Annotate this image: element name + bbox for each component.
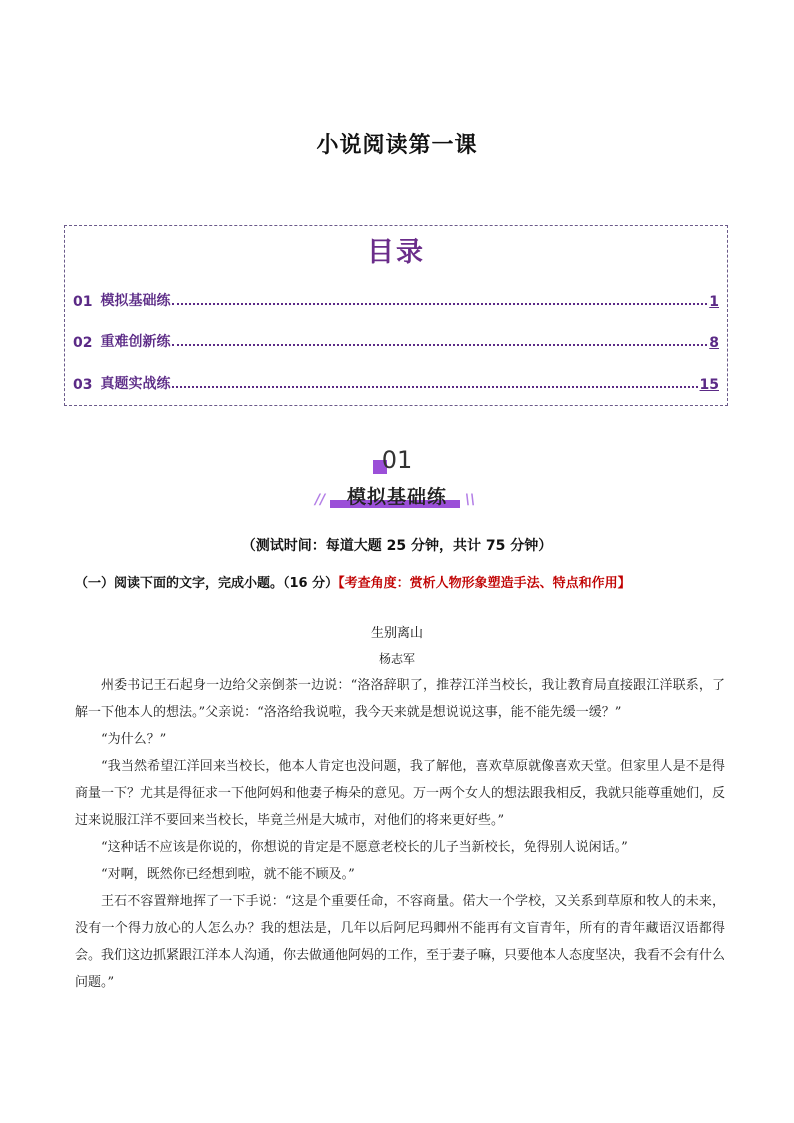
story-body (75, 672, 725, 996)
toc-item-number: 03 (73, 377, 93, 393)
toc-item-number: 01 (73, 294, 93, 310)
toc-leader-dots (172, 386, 697, 388)
story-title: 生别离山 (370, 626, 423, 641)
toc-item-label[interactable]: 重难创新练 (100, 334, 171, 350)
slash-decoration-right: \\ (465, 492, 476, 508)
story-paragraph: 王石不容置辩地挥了一下手说：“这是个重要任命，不容商量。偌大一个学校，又关系到草原和牧人的未来，没有一个得力放心的人怎么办？我的想法是，几年以后阿尼玛卿州不能再有文盲青年，所有的青年藏语汉语都得会。我们这边抓紧跟江洋本人沟通，你去做通他阿妈的工作，至于妻子嘛，只要他本人态度坚决，我看不会有什么问题。” (75, 894, 726, 990)
story-paragraph: “这种话不应该是你说的，你想说的肯定是不愿意老校长的儿子当新校长，免得别人说闲话。” (101, 840, 628, 855)
toc-item-1[interactable] (73, 288, 719, 310)
section-number-text: 01 (381, 446, 413, 474)
toc-item-page-link[interactable]: 15 (699, 377, 719, 393)
toc-item-3[interactable] (73, 371, 719, 393)
story-paragraph: 州委书记王石起身一边给父亲倒茶一边说：“洛洛辞职了，推荐江洋当校长，我让教育局直接跟江洋联系，了解一下他本人的想法。”父亲说：“洛洛给我说啦，我今天来就是想说说这事，能不能先缓一缓？” (75, 678, 725, 720)
question-focus: 【考查角度：赏析人物形象塑造手法、特点和作用】 (338, 576, 631, 591)
toc-item-page-link[interactable]: 1 (709, 294, 719, 310)
question-instruction (75, 572, 735, 591)
slash-decoration-left: // (315, 492, 326, 508)
section-title: 模拟基础练 (346, 486, 447, 508)
toc-item-2[interactable] (73, 329, 719, 351)
time-note: （测试时间：每道大题 25 分钟，共计 75 分钟） (241, 538, 553, 554)
table-of-contents (64, 225, 728, 406)
story-paragraph: “为什么？” (101, 732, 167, 747)
toc-leader-dots (172, 303, 707, 305)
question-intro: （一）阅读下面的文字，完成小题。（16 分） (75, 576, 339, 591)
toc-item-page-link[interactable]: 8 (709, 335, 719, 351)
toc-leader-dots (172, 344, 707, 346)
story-paragraph: “我当然希望江洋回来当校长，他本人肯定也没问题，我了解他，喜欢草原就像喜欢天堂。但家里人是不是得商量一下？尤其是得征求一下他阿妈和他妻子梅朵的意见。万一两个女人的想法跟我相反，我就只能尊重她们，反过来说服江洋不要回来当校长，毕竟兰州是大城市，对他们的将来更好些。” (75, 759, 726, 828)
toc-item-label[interactable]: 模拟基础练 (100, 293, 171, 309)
toc-item-number: 02 (73, 335, 93, 351)
toc-item-label[interactable]: 真题实战练 (100, 376, 171, 392)
section-heading (0, 480, 794, 512)
story-author: 杨志军 (378, 652, 415, 666)
document-title: 小说阅读第一课 (316, 133, 478, 158)
story-paragraph: “对啊，既然你已经想到啦，就不能不顾及。” (101, 867, 355, 882)
section-number (0, 446, 794, 474)
toc-heading: 目录 (367, 237, 425, 268)
